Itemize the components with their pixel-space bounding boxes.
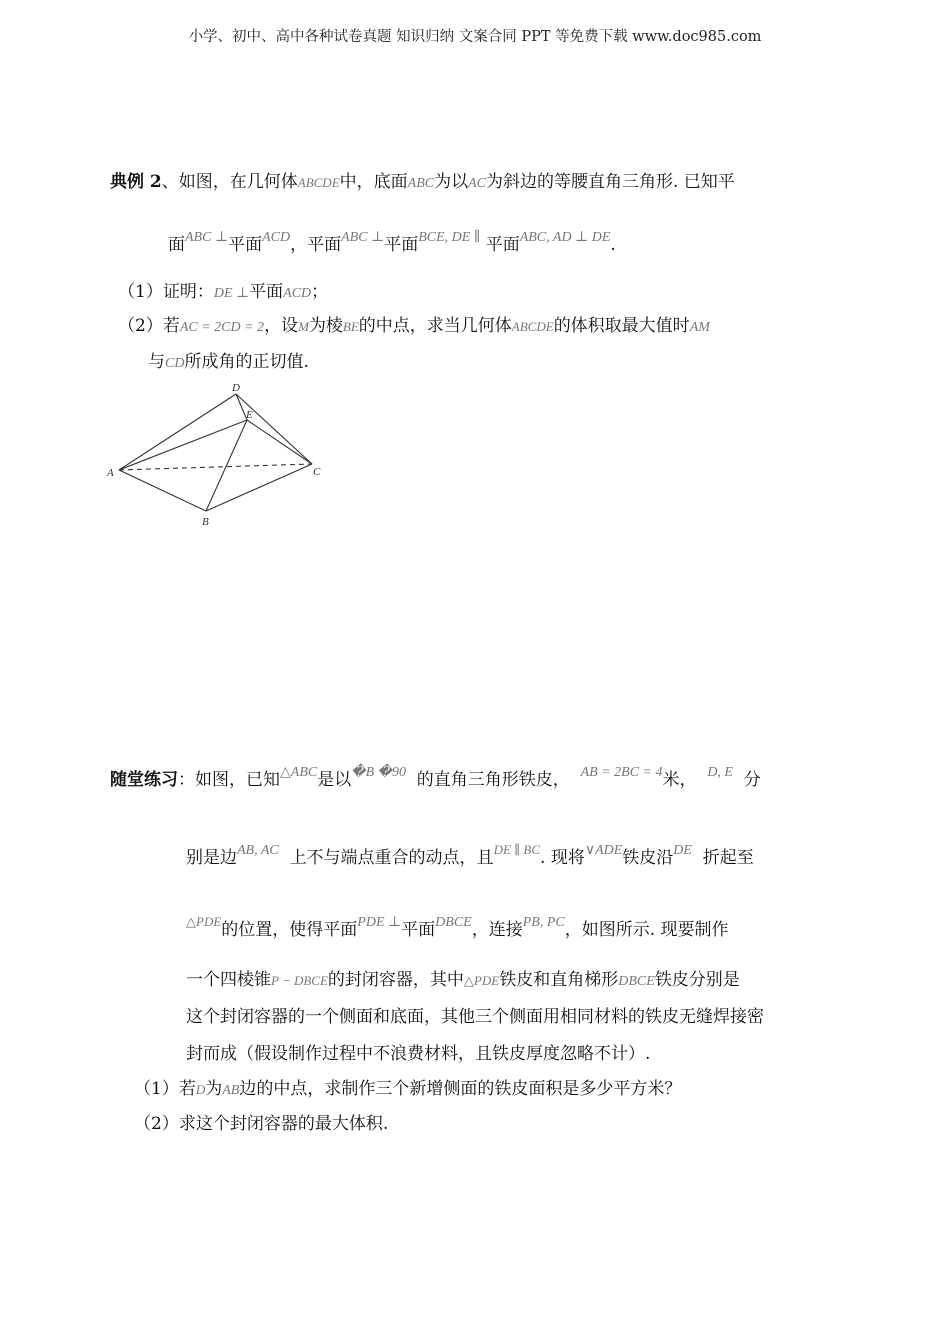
- math: ABC ⊥: [341, 230, 385, 245]
- math: AM: [689, 320, 710, 335]
- label-A: A: [107, 467, 114, 479]
- math: ABC: [407, 176, 435, 191]
- text: 的直角三角形铁皮，: [416, 770, 570, 790]
- text: 平面: [401, 920, 436, 940]
- practice-line2: [186, 842, 754, 872]
- text: 为: [205, 1079, 223, 1099]
- example2-label: 典例 2: [110, 172, 162, 192]
- math: ABCDE: [297, 175, 340, 190]
- math: BCE, DE ∥: [418, 230, 481, 245]
- text: 为以: [434, 172, 469, 192]
- math: ABCDE: [511, 319, 554, 334]
- page-header: 小学、初中、高中各种试卷真题 知识归纳 文案合同 PPT 等免费下载 www.doc985.com: [188, 29, 762, 45]
- geometry-figure: [105, 380, 335, 530]
- text: 中，底面: [339, 172, 408, 192]
- text: 、如图，在几何体: [161, 172, 298, 192]
- text: 与: [148, 352, 165, 372]
- math: DE: [673, 843, 692, 858]
- text: （2）若: [118, 316, 180, 336]
- text: 折起至: [702, 848, 754, 868]
- math: AB = 2BC = 4: [580, 765, 663, 780]
- text: 的位置，使得平面: [221, 920, 358, 940]
- edge-AB: [119, 470, 206, 511]
- math: AB: [222, 1083, 240, 1098]
- text: 平面: [384, 235, 419, 255]
- math: ACD: [283, 286, 312, 301]
- text: （1）证明：: [118, 282, 214, 302]
- text: ，平面: [290, 235, 342, 255]
- math: △ABC: [280, 765, 318, 780]
- example2-question2: [118, 314, 710, 340]
- practice-question1: [134, 1077, 681, 1103]
- math: D, E: [707, 765, 733, 780]
- text: （1）若: [134, 1079, 196, 1099]
- math: M: [298, 319, 309, 334]
- text: ，如图所示. 现要制作: [564, 920, 729, 940]
- practice-line4: [186, 968, 740, 994]
- text: 所成角的正切值.: [184, 352, 309, 372]
- practice-line6: 封而成（假设制作过程中不浪费材料，且铁皮厚度忽略不计）.: [186, 1044, 651, 1064]
- label-B: B: [202, 516, 209, 528]
- example2-question2-cont: [148, 350, 309, 376]
- math: AC: [468, 176, 486, 191]
- text: 平面: [228, 235, 263, 255]
- math: ACD: [262, 230, 291, 245]
- math: PB, PC: [522, 915, 565, 930]
- example2-question1: [118, 280, 328, 306]
- text: 平面: [485, 235, 520, 255]
- math: P − DBCE: [271, 973, 328, 988]
- text: 的封闭容器，其中: [327, 970, 464, 990]
- text: . 现将: [540, 848, 585, 868]
- label-C: C: [313, 466, 321, 478]
- text: ：如图，已知: [178, 770, 280, 790]
- edge-BC: [206, 464, 312, 511]
- math: DBCE: [618, 974, 655, 989]
- label-D: D: [232, 382, 240, 394]
- math: ABC ⊥: [185, 230, 229, 245]
- edge-EC: [247, 420, 312, 464]
- math: D: [195, 1082, 206, 1097]
- practice-label: 随堂练习: [110, 770, 178, 790]
- example2-line1: [110, 170, 735, 196]
- text: 一个四棱锥: [186, 970, 271, 990]
- edge-DC: [236, 394, 312, 464]
- text: 铁皮分别是: [654, 970, 740, 990]
- text: 上不与端点重合的动点，且: [289, 848, 494, 868]
- text: 面: [168, 235, 185, 255]
- math: △PDE: [463, 973, 500, 988]
- math: �B �90: [351, 765, 406, 780]
- text: 为斜边的等腰直角三角形. 已知平: [485, 172, 735, 192]
- practice-line3: [186, 914, 729, 944]
- text: 米，: [662, 770, 697, 790]
- text: ，设: [264, 316, 299, 336]
- math: △PDE: [186, 914, 222, 929]
- math: DE ⊥: [213, 286, 250, 301]
- text: 为棱: [308, 316, 343, 336]
- text: ，连接: [471, 920, 523, 940]
- text: ；: [311, 282, 329, 302]
- text: 的中点，求当几何体: [358, 316, 512, 336]
- text: 别是边: [186, 848, 237, 868]
- math: AC = 2CD = 2: [179, 320, 265, 335]
- text: 是以: [317, 770, 352, 790]
- text: 铁皮沿: [622, 848, 674, 868]
- math: AB, AC: [237, 843, 279, 858]
- math: DBCE: [435, 915, 472, 930]
- math: CD: [165, 356, 185, 371]
- text: 平面: [249, 282, 284, 302]
- math: DE ∥ BC: [493, 842, 541, 857]
- math: ∨ADE: [584, 843, 623, 858]
- math: BE: [342, 319, 359, 334]
- text: .: [610, 235, 616, 255]
- practice-line1: [110, 765, 761, 794]
- edge-AC-hidden: [119, 464, 312, 470]
- example2-line2: [168, 230, 616, 259]
- text: 铁皮和直角梯形: [499, 970, 619, 990]
- text: 分: [743, 770, 761, 790]
- math: PDE ⊥: [357, 915, 402, 930]
- label-E: E: [246, 409, 253, 421]
- text: 的体积取最大值时: [553, 316, 690, 336]
- edge-AD: [119, 394, 236, 470]
- text: 边的中点，求制作三个新增侧面的铁皮面积是多少平方米？: [239, 1079, 682, 1099]
- practice-question2: （2）求这个封闭容器的最大体积.: [134, 1114, 389, 1134]
- math: ABC, AD ⊥ DE: [519, 230, 611, 245]
- practice-line5: 这个封闭容器的一个侧面和底面，其他三个侧面用相同材料的铁皮无缝焊接密: [186, 1007, 764, 1027]
